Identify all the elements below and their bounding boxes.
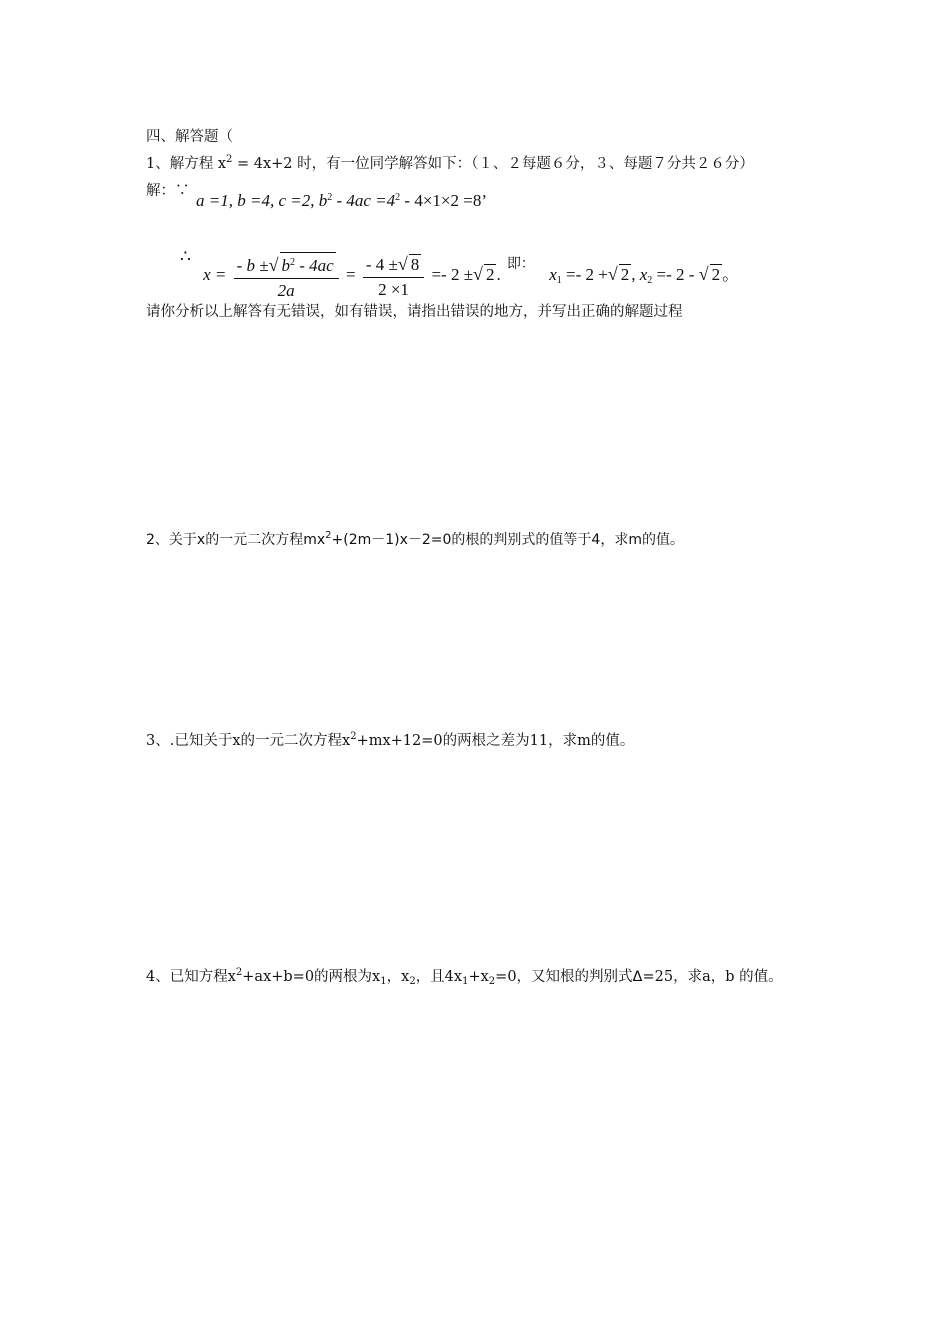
frac1-num: - b ± — [236, 256, 269, 275]
q1-quadratic-formula: ∴ x = $\frac{- b \pm√ b^2 - 4ac}{2a}$ = $\frac{- 4 \pm√ 8}{2 \times 1}$ =- 2 ±√ 2 . 即： $x_1 =- 2$ +√ 2 , $x_2 =- 2$ - √ 2 。 — [180, 247, 740, 300]
coeff-exp2: 2 — [395, 192, 401, 203]
question-1-statement — [146, 150, 754, 174]
frac1-rad-exp: 2 — [290, 257, 295, 268]
delta-symbol: Δ — [632, 969, 643, 985]
x1: x — [549, 265, 557, 285]
q4-a: 4、已知方程x — [146, 969, 236, 985]
q3-a: 3、.已知关于x的一元二次方程x — [146, 733, 351, 749]
q3-b: +mx+12=0的两根之差为11，求m的值。 — [356, 733, 635, 749]
q1-end: 。 — [722, 265, 740, 285]
q4-b: +ax+b=0的两根为x — [242, 969, 381, 985]
eq3: =- 2 ± — [431, 265, 474, 285]
q4-c: ，x — [386, 969, 410, 985]
q4-e: +x — [468, 969, 489, 985]
question-3 — [146, 727, 634, 751]
q3-exp: 2 — [350, 731, 357, 742]
q1-prefix: 1、解方程 x — [146, 156, 227, 172]
rad5: 2 — [711, 265, 721, 285]
q3-answer-space — [146, 755, 806, 950]
x2-sub: 2 — [647, 275, 653, 287]
q4-sub2: 2 — [409, 976, 416, 987]
q4-sub3: 1 — [462, 976, 469, 987]
q1-coefficients-formula — [196, 188, 487, 211]
frac1-den: 2a — [277, 281, 295, 300]
comma-x: , x — [631, 265, 648, 285]
frac1-rad: b — [281, 256, 290, 275]
q4-exp: 2 — [235, 967, 243, 978]
q4-f: =0，又知根的判别式 — [495, 969, 633, 985]
coeff-exp: 2 — [327, 192, 333, 203]
q4-answer-space — [146, 990, 806, 1290]
rad4: 2 — [620, 265, 630, 285]
q2-exp: 2 — [325, 530, 332, 541]
rad3: 2 — [485, 265, 495, 285]
x1-val: =- 2 + — [561, 265, 608, 285]
q4-sub1: 1 — [380, 976, 387, 987]
coeff-rest: - 4ac =4 — [332, 191, 396, 210]
q2-a: 2、关于x的一元二次方程mx — [146, 532, 326, 548]
q1-answer-space — [146, 330, 806, 520]
q4-d: ，且4x — [415, 969, 463, 985]
question-2 — [146, 526, 684, 550]
q1-exponent: 2 — [226, 154, 233, 165]
coeff-tail: - 4×1×2 =8 — [400, 191, 482, 210]
q1-rest: = 4x+2 时，有一位同学解答如下：（１、２每题６分，３、每题７分共２６分） — [232, 156, 754, 172]
q4-sub4: 2 — [488, 976, 496, 987]
section-title: 四、解答题（ — [146, 129, 233, 145]
therefore-symbol: ∴ — [180, 247, 191, 267]
frac2-rad: 8 — [410, 254, 420, 274]
q2-answer-space — [146, 555, 806, 715]
q1-solution-line-1 — [146, 181, 190, 201]
question-4 — [146, 963, 783, 992]
fraction-2: $\frac{- 4 \pm√ 8}{2 \times 1}$ — [363, 254, 424, 300]
coeff-text: a =1, b =4, c =2, b — [196, 191, 328, 210]
x2-val: =- 2 - — [652, 265, 695, 285]
frac2-den: 2 ×1 — [378, 279, 409, 299]
frac2-num: - 4 ± — [365, 254, 398, 274]
eq2: = — [345, 265, 356, 285]
x1-sub: 1 — [556, 275, 562, 287]
x-equals: x = — [203, 265, 227, 285]
eq3-end: . — [496, 265, 501, 285]
q2-b: +(2m－1)x－2=0的根的判别式的值等于4，求m的值。 — [331, 532, 684, 548]
frac1-rad-rest: - 4ac — [295, 256, 334, 275]
q1-instruction: 请你分析以上解答有无错误，如有错误，请指出错误的地方，并写出正确的解题过程 — [146, 304, 683, 320]
coeff-end: ’ — [481, 191, 488, 210]
ji-label: 即： — [506, 256, 535, 273]
fraction-1: $\frac{- b \pm√ b^2 - 4ac}{2a}$ — [234, 252, 339, 301]
q4-g: =25，求a，b 的值。 — [642, 969, 783, 985]
jie-label: 解：∵ — [146, 183, 190, 199]
